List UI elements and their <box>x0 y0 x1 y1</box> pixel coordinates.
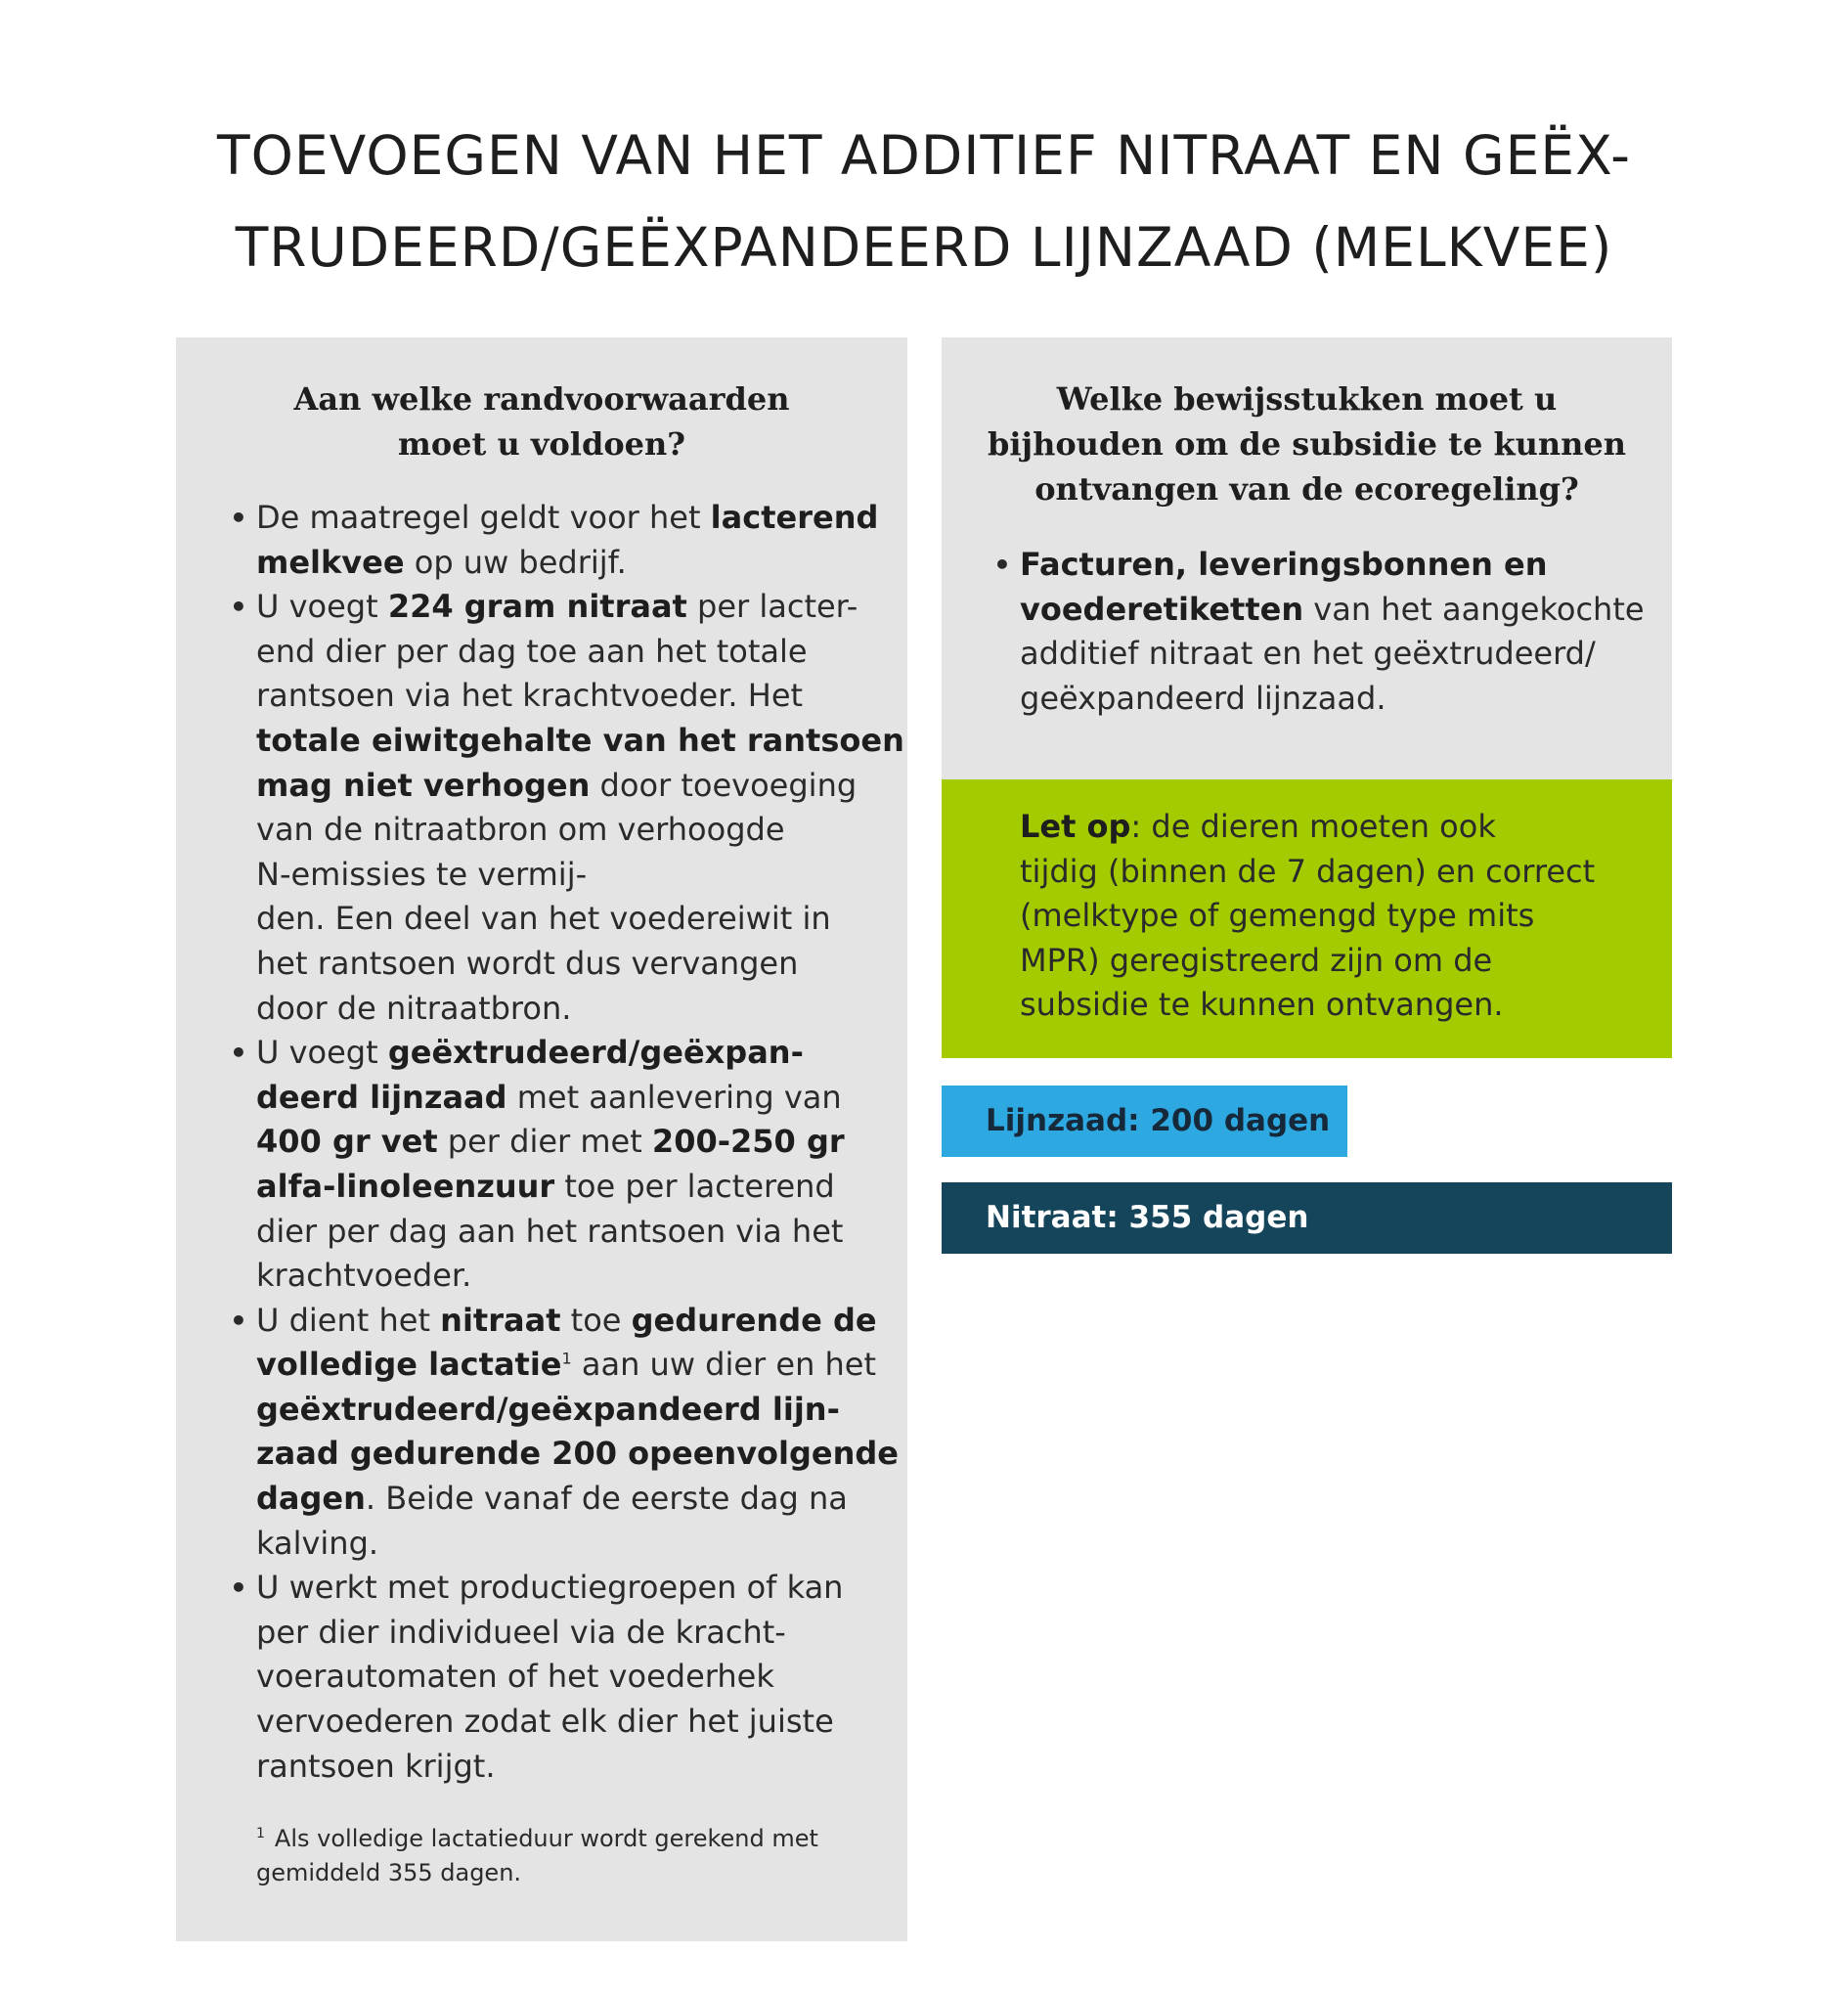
text-line: het rantsoen wordt dus vervangen <box>256 944 799 982</box>
footnote <box>256 1822 862 1890</box>
emphasis: Facturen, leveringsbonnen en <box>1020 546 1548 583</box>
bullet-icon: • <box>230 1572 247 1605</box>
nitraat-duration-badge: Nitraat: 355 dagen <box>942 1182 1672 1254</box>
emphasis: lacterend <box>710 499 879 536</box>
text: U voegt <box>256 588 388 626</box>
conditions-list <box>230 496 904 1789</box>
text: per dier met <box>437 1123 652 1161</box>
emphasis: deerd lijnzaad <box>256 1078 507 1116</box>
emphasis: gedurende de <box>631 1301 877 1339</box>
text-line: end dier per dag toe aan het totale <box>256 632 808 670</box>
title-line-2: TRUDEERD/GEËXPANDEERD LIJNZAAD (MELKVEE) <box>235 216 1613 279</box>
text: U dient het <box>256 1301 441 1339</box>
text-line: N-emissies te vermij- <box>256 855 588 893</box>
text-line: dier per dag aan het rantsoen via het <box>256 1212 844 1250</box>
bullet-icon: • <box>230 1037 247 1070</box>
text: met aanlevering van <box>506 1078 842 1116</box>
text: De maatregel geldt voor het <box>256 499 711 536</box>
emphasis: alfa-linoleenzuur <box>256 1167 555 1205</box>
title-line-1: TOEVOEGEN VAN HET ADDITIEF NITRAAT EN GEËX- <box>217 124 1631 187</box>
conditions-heading-line-2: moet u voldoen? <box>397 425 686 463</box>
attention-note-text <box>1020 805 1646 1028</box>
emphasis: zaad gedurende 200 opeenvolgende <box>256 1435 899 1473</box>
emphasis: 400 gr vet <box>256 1123 438 1161</box>
emphasis: nitraat <box>440 1301 561 1339</box>
list-item <box>230 1031 882 1299</box>
list-item <box>230 496 882 585</box>
text-line: geëxpandeerd lijnzaad. <box>1020 679 1386 717</box>
text: van het aangekochte <box>1303 590 1645 628</box>
emphasis: 224 gram nitraat <box>387 588 687 626</box>
bullet-icon: • <box>230 591 247 624</box>
evidence-heading-line-1: Welke bewijsstukken moet u <box>1056 380 1558 418</box>
emphasis: geëxtrudeerd/geëxpandeerd lijn- <box>256 1390 840 1428</box>
bullet-icon: • <box>230 502 247 534</box>
evidence-heading-line-2: bijhouden om de subsidie te kunnen <box>987 425 1627 463</box>
text: aan uw dier en het <box>571 1346 877 1384</box>
text-line: krachtvoeder. <box>256 1257 472 1295</box>
bullet-icon: • <box>230 1304 247 1337</box>
text-line: den. Een deel van het voedereiwit in <box>256 900 831 938</box>
emphasis: volledige lactatie <box>256 1346 562 1384</box>
text-line: MPR) geregistreerd zijn om de <box>1020 941 1493 979</box>
emphasis: Let op <box>1020 808 1131 845</box>
text-line: U werkt met productiegroepen of kan <box>256 1569 844 1607</box>
emphasis: voederetiketten <box>1020 590 1304 628</box>
text-line: (melktype of gemengd type mits <box>1020 897 1535 935</box>
emphasis: mag niet verhogen <box>256 766 591 804</box>
text: op uw bedrijf. <box>404 543 627 581</box>
text-line: rantsoen krijgt. <box>256 1747 496 1785</box>
footnote-text: Als volledige lactatieduur wordt gerekend met <box>274 1825 818 1852</box>
list-item <box>230 585 904 1031</box>
emphasis: 200-250 gr <box>651 1123 845 1161</box>
text: . Beide vanaf de eerste dag na <box>365 1480 848 1518</box>
text-line: door de nitraatbron. <box>256 989 572 1027</box>
evidence-heading <box>942 377 1672 511</box>
footnote-mark: 1 <box>256 1826 265 1841</box>
text-line: rantsoen via het krachtvoeder. Het <box>256 677 804 715</box>
text: : de dieren moeten ook <box>1130 808 1496 845</box>
list-item <box>993 543 1646 721</box>
attention-note <box>942 779 1672 1058</box>
text-line: vervoederen zodat elk dier het juiste <box>256 1703 834 1741</box>
text: toe <box>560 1301 632 1339</box>
emphasis: totale eiwitgehalte van het rantsoen <box>256 721 904 759</box>
text-line: van de nitraatbron om verhoogde <box>256 811 785 849</box>
text: toe per lacterend <box>554 1167 835 1205</box>
conditions-heading <box>176 377 907 466</box>
emphasis: melkvee <box>256 543 405 581</box>
text-line: tijdig (binnen de 7 dagen) en correct <box>1020 852 1596 890</box>
footnote-text: gemiddeld 355 dagen. <box>256 1859 522 1886</box>
text-line: subsidie te kunnen ontvangen. <box>1020 986 1504 1024</box>
text: U voegt <box>256 1034 388 1072</box>
conditions-panel <box>176 337 907 1941</box>
text-line: kalving. <box>256 1524 379 1562</box>
evidence-list <box>993 543 1646 721</box>
text-line: per dier individueel via de kracht- <box>256 1613 786 1651</box>
emphasis: dagen <box>256 1480 366 1518</box>
evidence-heading-line-3: ontvangen van de ecoregeling? <box>1034 470 1579 508</box>
text: per lacter- <box>686 588 858 626</box>
conditions-heading-line-1: Aan welke randvoorwaarden <box>293 380 790 418</box>
footnote-mark: 1 <box>561 1349 572 1368</box>
text-line: additief nitraat en het geëxtrudeerd/ <box>1020 635 1596 673</box>
text: door toevoeging <box>590 766 858 804</box>
page-title <box>117 110 1731 293</box>
bullet-icon: • <box>993 549 1011 581</box>
lijnzaad-duration-badge: Lijnzaad: 200 dagen <box>942 1086 1347 1157</box>
text-line: voerautomaten of het voederhek <box>256 1658 774 1696</box>
list-item <box>230 1299 899 1567</box>
evidence-panel <box>942 337 1672 779</box>
emphasis: geëxtrudeerd/geëxpan- <box>387 1034 804 1072</box>
list-item <box>230 1566 882 1789</box>
